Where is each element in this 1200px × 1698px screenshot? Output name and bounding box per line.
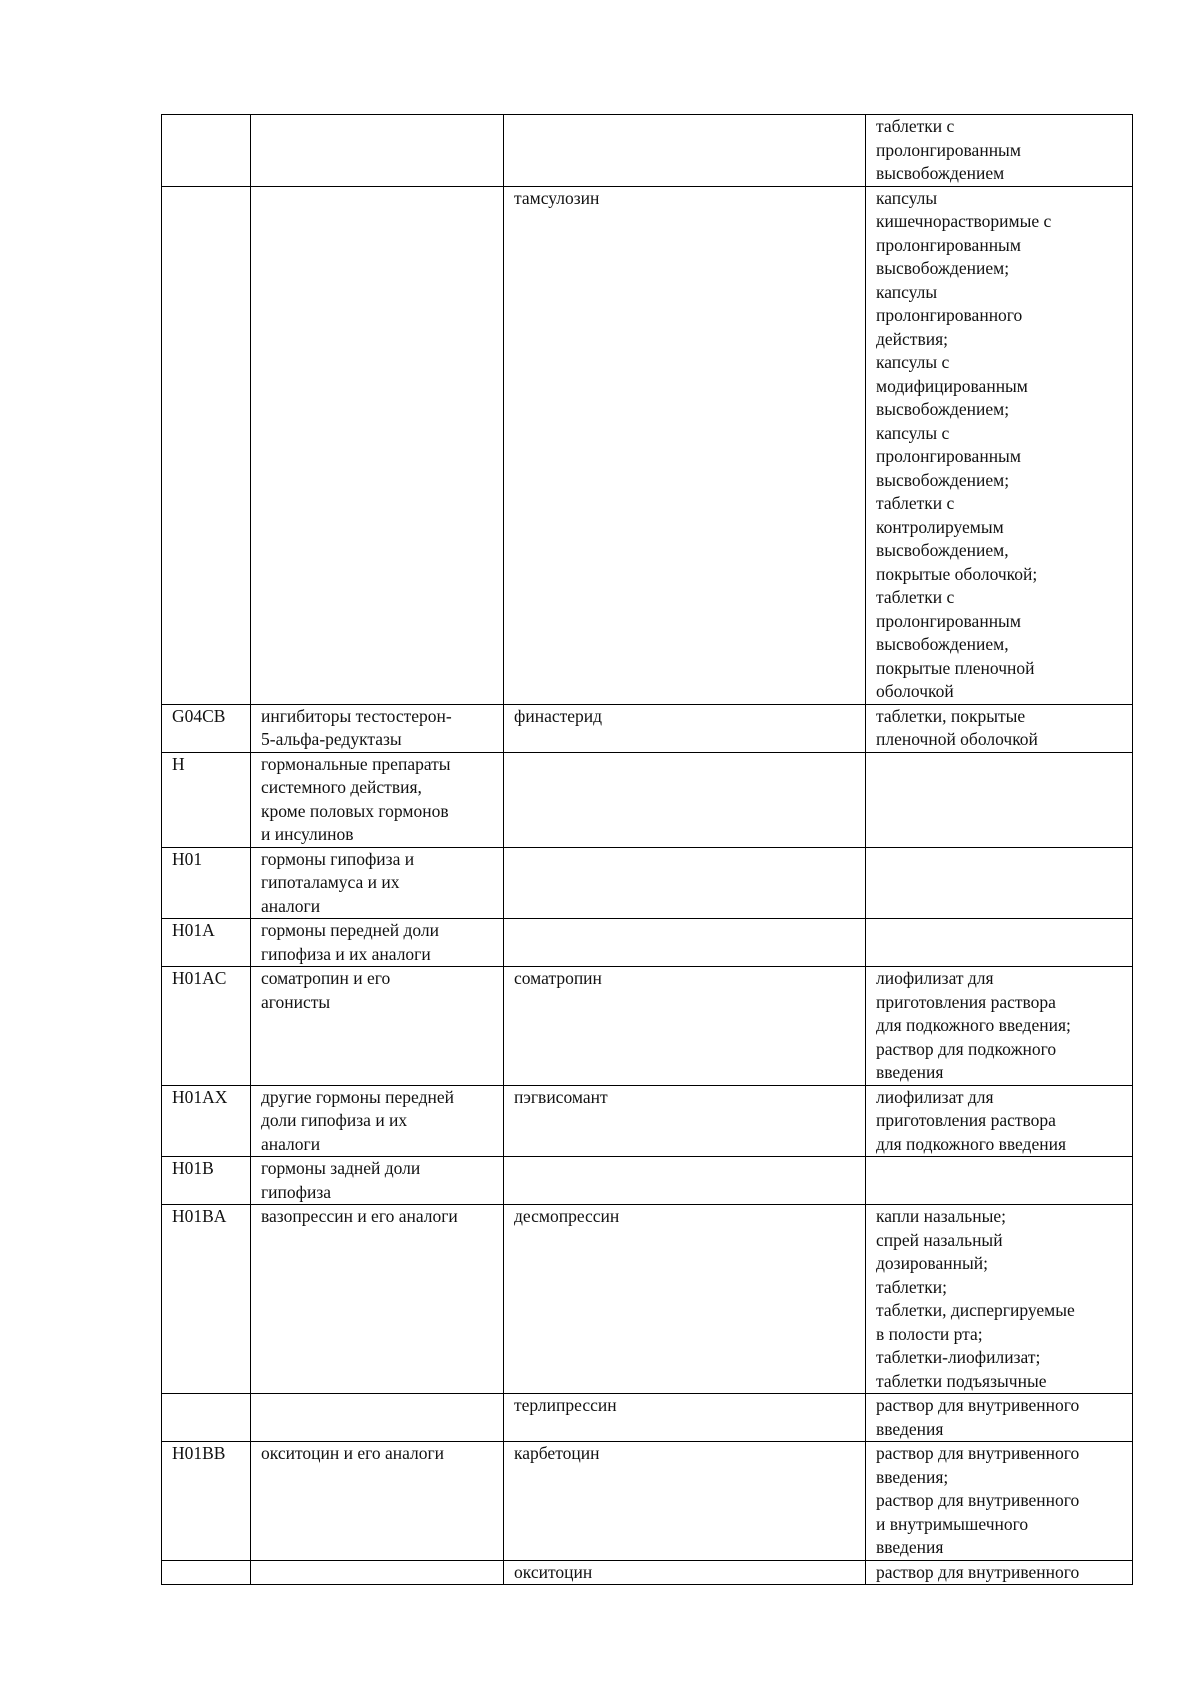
drug-name-cell — [504, 115, 866, 187]
dosage-form-cell: лиофилизат для приготовления раствора для подкожного введения — [866, 1085, 1133, 1157]
dosage-form-cell: лиофилизат для приготовления раствора для подкожного введения; раствор для подкожного введения — [866, 967, 1133, 1086]
atc-code-cell: H01 — [162, 847, 251, 919]
dosage-form-cell — [866, 1157, 1133, 1205]
group-name-cell: соматропин и его агонисты — [251, 967, 504, 1086]
table-row — [162, 186, 1133, 704]
drug-name-cell: финастерид — [504, 704, 866, 752]
atc-code-cell: G04CB — [162, 704, 251, 752]
dosage-form-cell: таблетки с пролонгированным высвобождением — [866, 115, 1133, 187]
drug-name-cell: терлипрессин — [504, 1394, 866, 1442]
dosage-form-cell: раствор для внутривенного — [866, 1560, 1133, 1585]
atc-code-cell: H01A — [162, 919, 251, 967]
table-row — [162, 115, 1133, 187]
drug-name-cell: карбетоцин — [504, 1442, 866, 1561]
group-name-cell — [251, 1394, 504, 1442]
dosage-form-cell — [866, 752, 1133, 847]
group-name-cell: гормоны передней доли гипофиза и их аналоги — [251, 919, 504, 967]
drug-name-cell: пэгвисомант — [504, 1085, 866, 1157]
table-row — [162, 919, 1133, 967]
drug-name-cell: окситоцин — [504, 1560, 866, 1585]
group-name-cell: гормональные препараты системного действия, кроме половых гормонов и инсулинов — [251, 752, 504, 847]
drug-name-cell: соматропин — [504, 967, 866, 1086]
table-row — [162, 847, 1133, 919]
table-row — [162, 1085, 1133, 1157]
table-row — [162, 1157, 1133, 1205]
drug-name-cell — [504, 1157, 866, 1205]
drug-table — [161, 114, 1133, 1585]
atc-code-cell: H01AC — [162, 967, 251, 1086]
group-name-cell — [251, 1560, 504, 1585]
atc-code-cell: H01B — [162, 1157, 251, 1205]
atc-code-cell: H — [162, 752, 251, 847]
drug-name-cell — [504, 752, 866, 847]
drug-name-cell — [504, 919, 866, 967]
atc-code-cell — [162, 186, 251, 704]
group-name-cell: гормоны гипофиза и гипоталамуса и их аналоги — [251, 847, 504, 919]
drug-name-cell: десмопрессин — [504, 1205, 866, 1394]
group-name-cell: другие гормоны передней доли гипофиза и их аналоги — [251, 1085, 504, 1157]
atc-code-cell — [162, 1560, 251, 1585]
table-row — [162, 1205, 1133, 1394]
dosage-form-cell: раствор для внутривенного введения — [866, 1394, 1133, 1442]
drug-name-cell — [504, 847, 866, 919]
group-name-cell: вазопрессин и его аналоги — [251, 1205, 504, 1394]
group-name-cell: ингибиторы тестостерон- 5-альфа-редуктазы — [251, 704, 504, 752]
dosage-form-cell: таблетки, покрытые пленочной оболочкой — [866, 704, 1133, 752]
dosage-form-cell: раствор для внутривенного введения; раствор для внутривенного и внутримышечного введения — [866, 1442, 1133, 1561]
table-row — [162, 704, 1133, 752]
dosage-form-cell: капли назальные; спрей назальный дозированный; таблетки; таблетки, диспергируемые в полости рта; таблетки-лиофилизат; таблетки подъязычные — [866, 1205, 1133, 1394]
dosage-form-cell — [866, 847, 1133, 919]
atc-code-cell: H01BB — [162, 1442, 251, 1561]
table-row — [162, 1394, 1133, 1442]
atc-code-cell: H01AX — [162, 1085, 251, 1157]
group-name-cell: окситоцин и его аналоги — [251, 1442, 504, 1561]
group-name-cell: гормоны задней доли гипофиза — [251, 1157, 504, 1205]
dosage-form-cell — [866, 919, 1133, 967]
atc-code-cell — [162, 115, 251, 187]
group-name-cell — [251, 186, 504, 704]
atc-code-cell — [162, 1394, 251, 1442]
table-row — [162, 967, 1133, 1086]
table-row — [162, 1442, 1133, 1561]
dosage-form-cell: капсулы кишечнорастворимые с пролонгированным высвобождением; капсулы пролонгированного действия; капсулы с модифицированным высвобождением; капсулы с пролонгированным высвобождением; таблетки с контролируемым высвобождением, покрытые оболочкой; таблетки с пролонгированным высвобождением, покрытые пленочной оболочкой — [866, 186, 1133, 704]
table-row — [162, 752, 1133, 847]
table-row — [162, 1560, 1133, 1585]
drug-name-cell: тамсулозин — [504, 186, 866, 704]
atc-code-cell: H01BA — [162, 1205, 251, 1394]
group-name-cell — [251, 115, 504, 187]
